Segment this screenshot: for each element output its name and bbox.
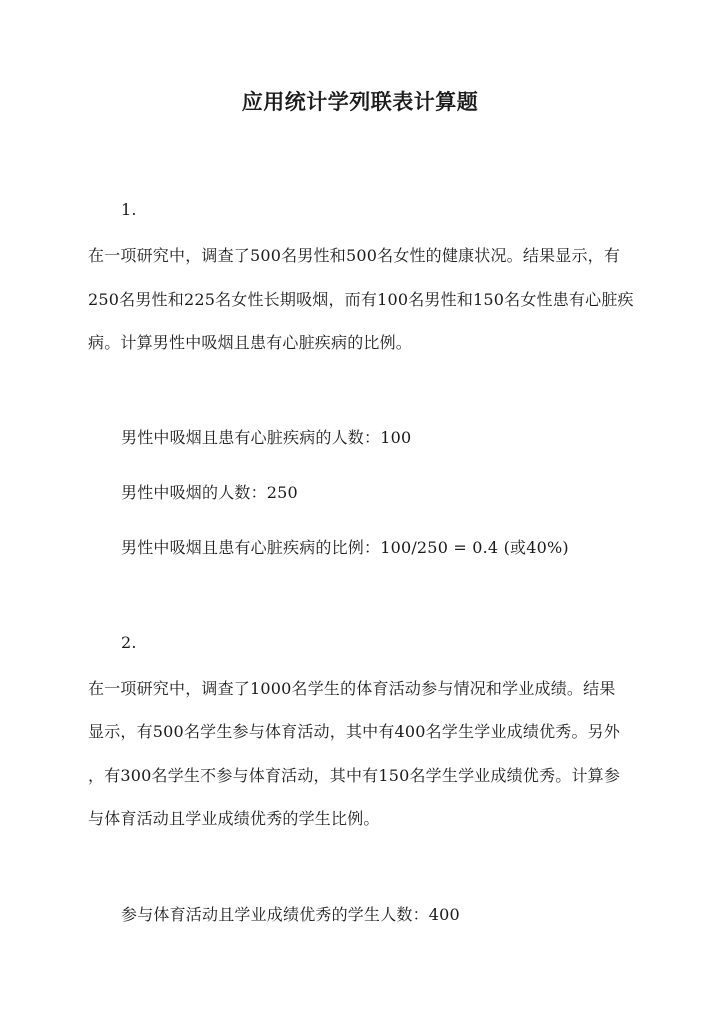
question-1-text-line-2: 250名男性和225名女性长期吸烟，而有100名男性和150名女性患有心脏疾 [88,290,634,309]
question-2-text-line-2: 显示，有500名学生参与体育活动，其中有400名学生学业成绩优秀。另外 [88,722,621,741]
question-1-number: 1. [121,200,137,219]
question-2-number: 2. [121,633,137,652]
question-2-answer-1: 参与体育活动且学业成绩优秀的学生人数：400 [121,905,460,924]
question-1-text-line-3: 病。计算男性中吸烟且患有心脏疾病的比例。 [88,333,413,352]
question-1-answer-1: 男性中吸烟且患有心脏疾病的人数：100 [121,428,412,447]
question-1-answer-2: 男性中吸烟的人数：250 [121,483,298,502]
question-1-text-line-1: 在一项研究中，调查了500名男性和500名女性的健康状况。结果显示，有 [88,246,621,265]
question-1-answer-3: 男性中吸烟且患有心脏疾病的比例：100/250 = 0.4 (或40%) [121,538,569,557]
question-2-text-line-1: 在一项研究中，调查了1000名学生的体育活动参与情况和学业成绩。结果 [88,679,616,698]
page-title: 应用统计学列联表计算题 [241,89,479,114]
question-2-text-line-4: 与体育活动且学业成绩优秀的学生比例。 [88,809,380,828]
question-2-text-line-3: ，有300名学生不参与体育活动，其中有150名学生学业成绩优秀。计算参 [88,766,621,785]
